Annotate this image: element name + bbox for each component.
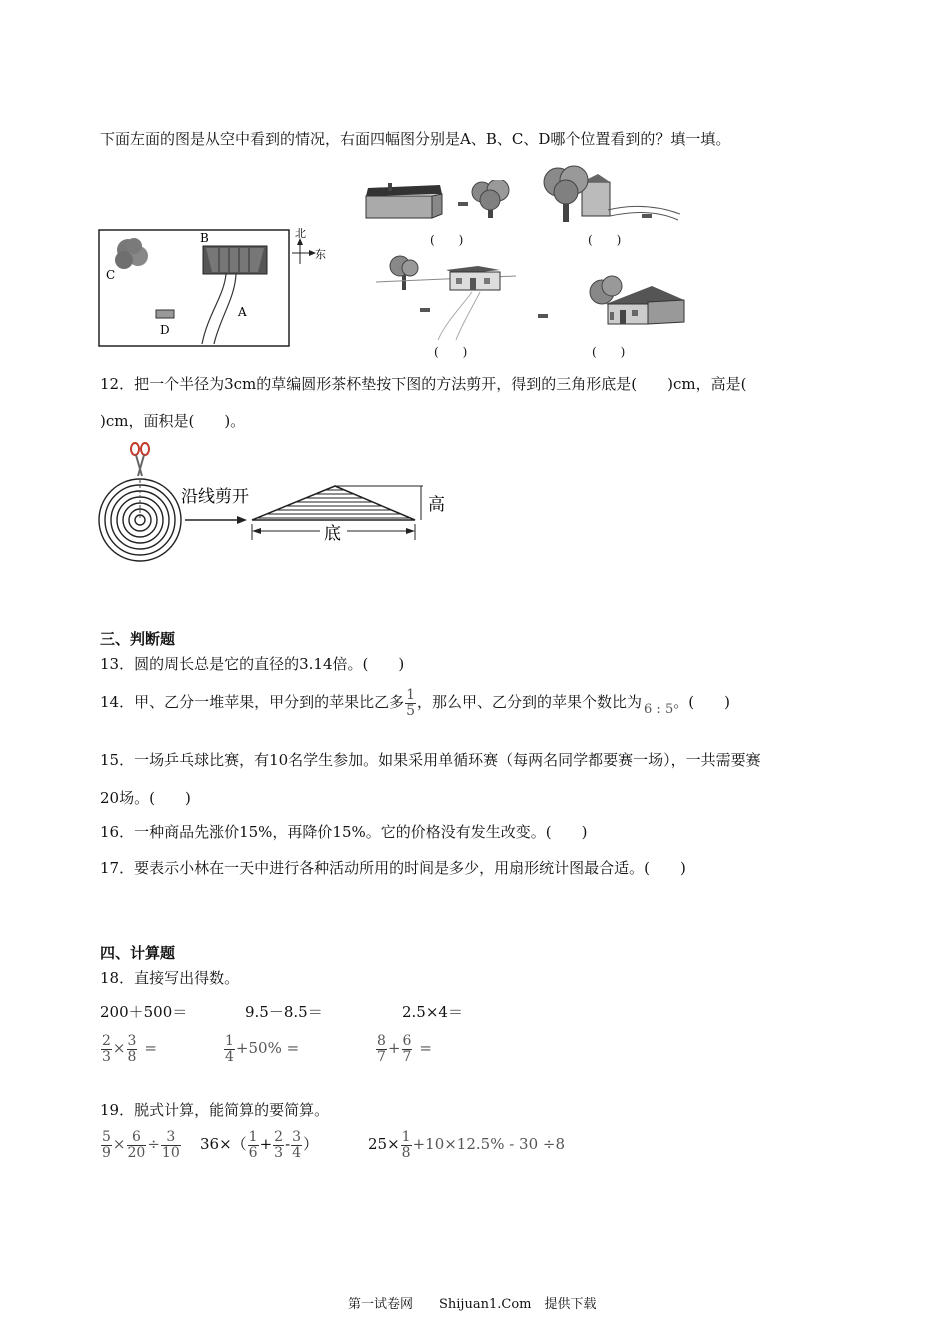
base-label: 底: [324, 524, 341, 544]
calc-frac-times: $\frac{2}{3}$ × $\frac{3}{8}$ =: [102, 1033, 157, 1065]
view-picture-3: [376, 252, 526, 340]
compass-east: 东: [315, 248, 326, 261]
tree-icon: [472, 180, 509, 218]
q19-text: 19．脱式计算，能简算的要简算。: [100, 1101, 330, 1119]
q14-text: [100, 688, 730, 718]
q12-line2: )cm，面积是( )。: [100, 412, 246, 430]
q14-ratio: 6 : 5: [644, 702, 674, 718]
compass-icon: [292, 238, 316, 264]
tree-icon: [544, 166, 588, 222]
q14-suffix: 。( ): [673, 693, 730, 712]
calc-frac-plus-frac: $\frac{8}{7}$ + $\frac{6}{7}$ =: [377, 1033, 432, 1065]
section-3-title: 三、判断题: [100, 630, 176, 648]
map-label-b: B: [200, 231, 209, 245]
q14-prefix: 14．甲、乙分一堆苹果，甲分到的苹果比乙多: [100, 693, 405, 712]
q11-text: 下面左面的图是从空中看到的情况，右面四幅图分别是A、B、C、D哪个位置看到的？填一填。: [100, 130, 731, 148]
map-label-a: A: [238, 305, 247, 319]
q17-text: 17．要表示小林在一天中进行各种活动所用的时间是多少，用扇形统计图最合适。( ): [100, 859, 686, 877]
view-2-blank: ( ): [588, 233, 622, 247]
bench-top-view: [156, 310, 174, 318]
arrow-right-icon: [237, 516, 247, 524]
triangle-strips: [252, 486, 415, 520]
map-label-c: C: [106, 268, 116, 282]
q12-line1: 12．把一个半径为3cm的草编圆形茶杯垫按下图的方法剪开，得到的三角形底是( )cm，高是(: [100, 375, 747, 393]
view-picture-2: [538, 160, 683, 225]
expr-1: $\frac{5}{9}$ × $\frac{6}{20}$ ÷ $\frac{3}{10}$: [102, 1129, 180, 1161]
q14-fraction: $\frac{1}{5}$: [406, 687, 416, 719]
view-4-blank: ( ): [592, 345, 626, 359]
aerial-map-figure: [98, 226, 330, 348]
calc-9-5-minus: 9.5－8.5＝: [245, 1003, 323, 1021]
q13-text: 13．圆的周长总是它的直径的3.14倍。( ): [100, 655, 405, 673]
view-picture-4: [534, 274, 689, 330]
q16-text: 16．一种商品先涨价15%，再降价15%。它的价格没有发生改变。( ): [100, 823, 588, 841]
map-label-d: D: [160, 323, 170, 337]
calc-2-5-times: 2.5×4＝: [402, 1003, 463, 1021]
q15-line2: 20场。( ): [100, 789, 191, 807]
coaster-cut-figure: [95, 440, 460, 575]
house-top-view: [203, 246, 267, 274]
view-1-blank: ( ): [430, 233, 464, 247]
q14-middle: ，那么甲、乙分到的苹果个数比为: [417, 693, 643, 712]
height-label: 高: [428, 495, 445, 515]
compass-north: 北: [295, 227, 306, 240]
expr-3: 25× $\frac{1}{8}$ +10×12.5% - 30 ÷8: [368, 1129, 566, 1161]
view-picture-1: [360, 180, 525, 225]
q18-text: 18．直接写出得数。: [100, 969, 240, 987]
scissors-icon: [131, 443, 149, 476]
calc-frac-plus-percent: $\frac{1}{4}$ +50% =: [225, 1033, 300, 1065]
view-3-blank: ( ): [434, 345, 468, 359]
q15-line1: 15．一场乒乓球比赛，有10名学生参加。如果采用单循环赛（每两名同学都要赛一场），一共需要赛: [100, 751, 761, 769]
cut-along-line-label: 沿线剪开: [181, 487, 249, 507]
section-4-title: 四、计算题: [100, 944, 176, 962]
tree-icon: [390, 256, 418, 290]
calc-200-500: 200＋500＝: [100, 1003, 188, 1021]
expr-2: 36×（ $\frac{1}{6}$ + $\frac{2}{3}$ - $\frac{3}{4}$ ）: [200, 1129, 319, 1161]
footer-text: 第一试卷网 Shijuan1.Com 提供下载: [348, 1297, 597, 1312]
